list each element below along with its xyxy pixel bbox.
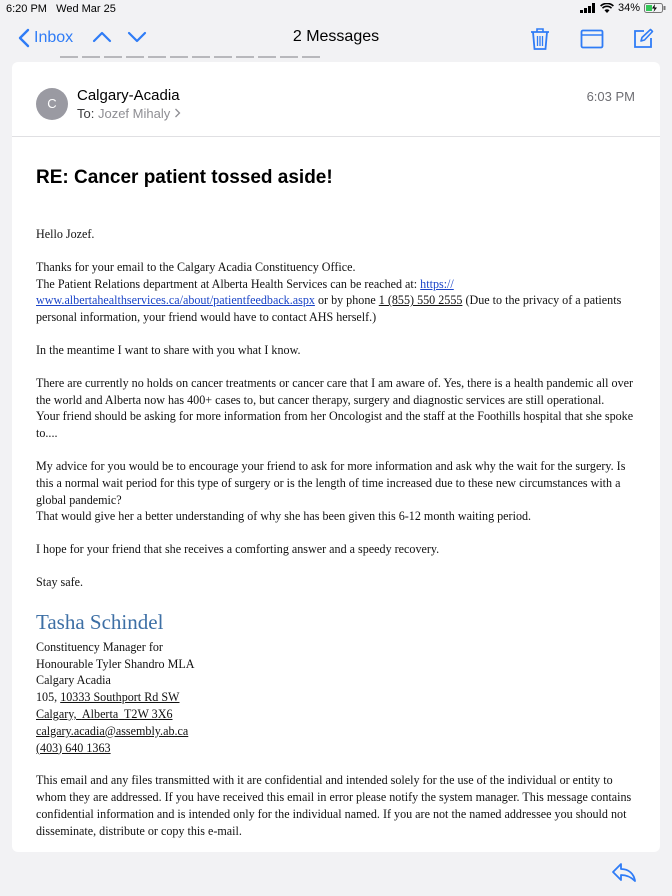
body-text: Your friend should be asking for more information from her Oncologist and the staff at the Foothills hospital that she spoke to....: [36, 409, 634, 441]
body-text: That would give her a better understanding of why she has been given this 6-12 month waiting period.: [36, 509, 532, 524]
body-text: There are currently no holds on cancer treatments or cancer care that I am aware of. Yes, there is a health pandemic all over the world and Alberta now has 400+ cases to, but cancer therapy, surgery and diagnostic services are still operational.: [36, 375, 634, 407]
signature-mla: Honourable Tyler Shandro MLA: [36, 656, 195, 671]
recipient-name: Jozef Mihaly: [97, 106, 171, 121]
body-text: Thanks for your email to the Calgary Acadia Constituency Office.: [36, 259, 356, 274]
paragraph-meantime: In the meantime I want to share with you what I know.: [36, 342, 301, 357]
chevron-left-icon: [18, 28, 30, 48]
paragraph-advice: [36, 458, 636, 525]
message-time: 6:03 PM: [586, 89, 635, 104]
message-body: [36, 226, 636, 852]
folder-move-icon[interactable]: [580, 29, 604, 49]
signature-name: Tasha Schindel: [36, 609, 164, 634]
wifi-icon: [600, 3, 614, 13]
signature-office: Calgary Acadia: [36, 673, 111, 688]
battery-charging-icon: [644, 3, 666, 13]
previous-message-chevron-up-icon[interactable]: [92, 30, 112, 44]
status-bar: [0, 0, 672, 20]
bottom-toolbar: [0, 852, 672, 896]
to-label: To:: [77, 106, 95, 121]
inbox-back-label: Inbox: [34, 29, 74, 46]
body-text: The Patient Relations department at Alberta Health Services can be reached at:: [36, 276, 418, 291]
next-message-chevron-down-icon[interactable]: [127, 30, 147, 44]
inbox-back-button[interactable]: [18, 28, 73, 48]
cellular-signal-icon: [580, 3, 596, 13]
paragraph-stay-safe: Stay safe.: [36, 574, 84, 589]
signature-address-line2[interactable]: [36, 707, 173, 721]
address-city: Calgary,: [36, 706, 77, 721]
address-unit: 105,: [36, 690, 58, 705]
reply-icon[interactable]: [611, 861, 637, 883]
ahs-phone-link[interactable]: 1 (855) 550 2555: [378, 293, 463, 308]
signature-block: [36, 639, 636, 757]
paragraph-contact: [36, 259, 636, 326]
sender-name[interactable]: Calgary-Acadia: [77, 87, 180, 104]
message-card: [12, 62, 660, 852]
battery-percent: 34%: [617, 2, 640, 14]
paragraph-no-holds: [36, 375, 636, 442]
body-text: (Due to the privacy of a patients personal information, your friend would have to contact AHS herself.): [36, 293, 622, 325]
collapsed-message-edge: [60, 53, 320, 59]
body-text: My advice for you would be to encourage your friend to ask for more information and ask why the wait for the surgery. Is this a normal wait period for this type of surgery or is the length of time increased due to these new circumstances with a global pandemic?: [36, 458, 626, 507]
thread-title: 2 Messages: [292, 28, 380, 45]
sender-avatar[interactable]: C: [36, 88, 68, 120]
confidentiality-disclaimer: This email and any files transmitted with it are confidential and intended solely for the use of the individual or entity to whom they are addressed. If you have received this email in error please notify the system manager. This message contains confidential information and is intended only for the individual named. If you are not the named addressee you should not disseminate, distribute or copy this e-mail.: [36, 773, 632, 838]
address-postal: T2W 3X6: [124, 706, 173, 721]
recipient-line[interactable]: [77, 106, 181, 121]
message-subject: RE: Cancer patient tossed aside!: [36, 167, 333, 188]
patient-feedback-link[interactable]: https://: [420, 276, 454, 291]
address-province: Alberta: [81, 706, 119, 721]
greeting: Hello Jozef.: [36, 227, 95, 241]
body-text: or by phone: [317, 293, 376, 308]
signature-title: Constituency Manager for: [36, 639, 163, 654]
status-time: 6:20 PM Wed Mar 25: [6, 3, 116, 15]
trash-icon[interactable]: [530, 27, 550, 51]
address-street-link[interactable]: 10333 Southport Rd SW: [60, 690, 180, 705]
patient-feedback-link[interactable]: www.albertahealthservices.ca/about/patientfeedback.aspx: [36, 293, 315, 308]
status-indicators: [580, 2, 666, 14]
message-header: [12, 62, 660, 137]
signature-address-line1[interactable]: [36, 690, 179, 704]
compose-icon[interactable]: [632, 28, 654, 50]
signature-phone-link[interactable]: (403) 640 1363: [36, 740, 111, 755]
status-date: Wed Mar 25: [56, 3, 116, 15]
chevron-right-icon: [174, 108, 181, 118]
signature-email-link[interactable]: calgary.acadia@assembly.ab.ca: [36, 723, 189, 738]
paragraph-hope: I hope for your friend that she receives a comforting answer and a speedy recovery.: [36, 542, 440, 557]
